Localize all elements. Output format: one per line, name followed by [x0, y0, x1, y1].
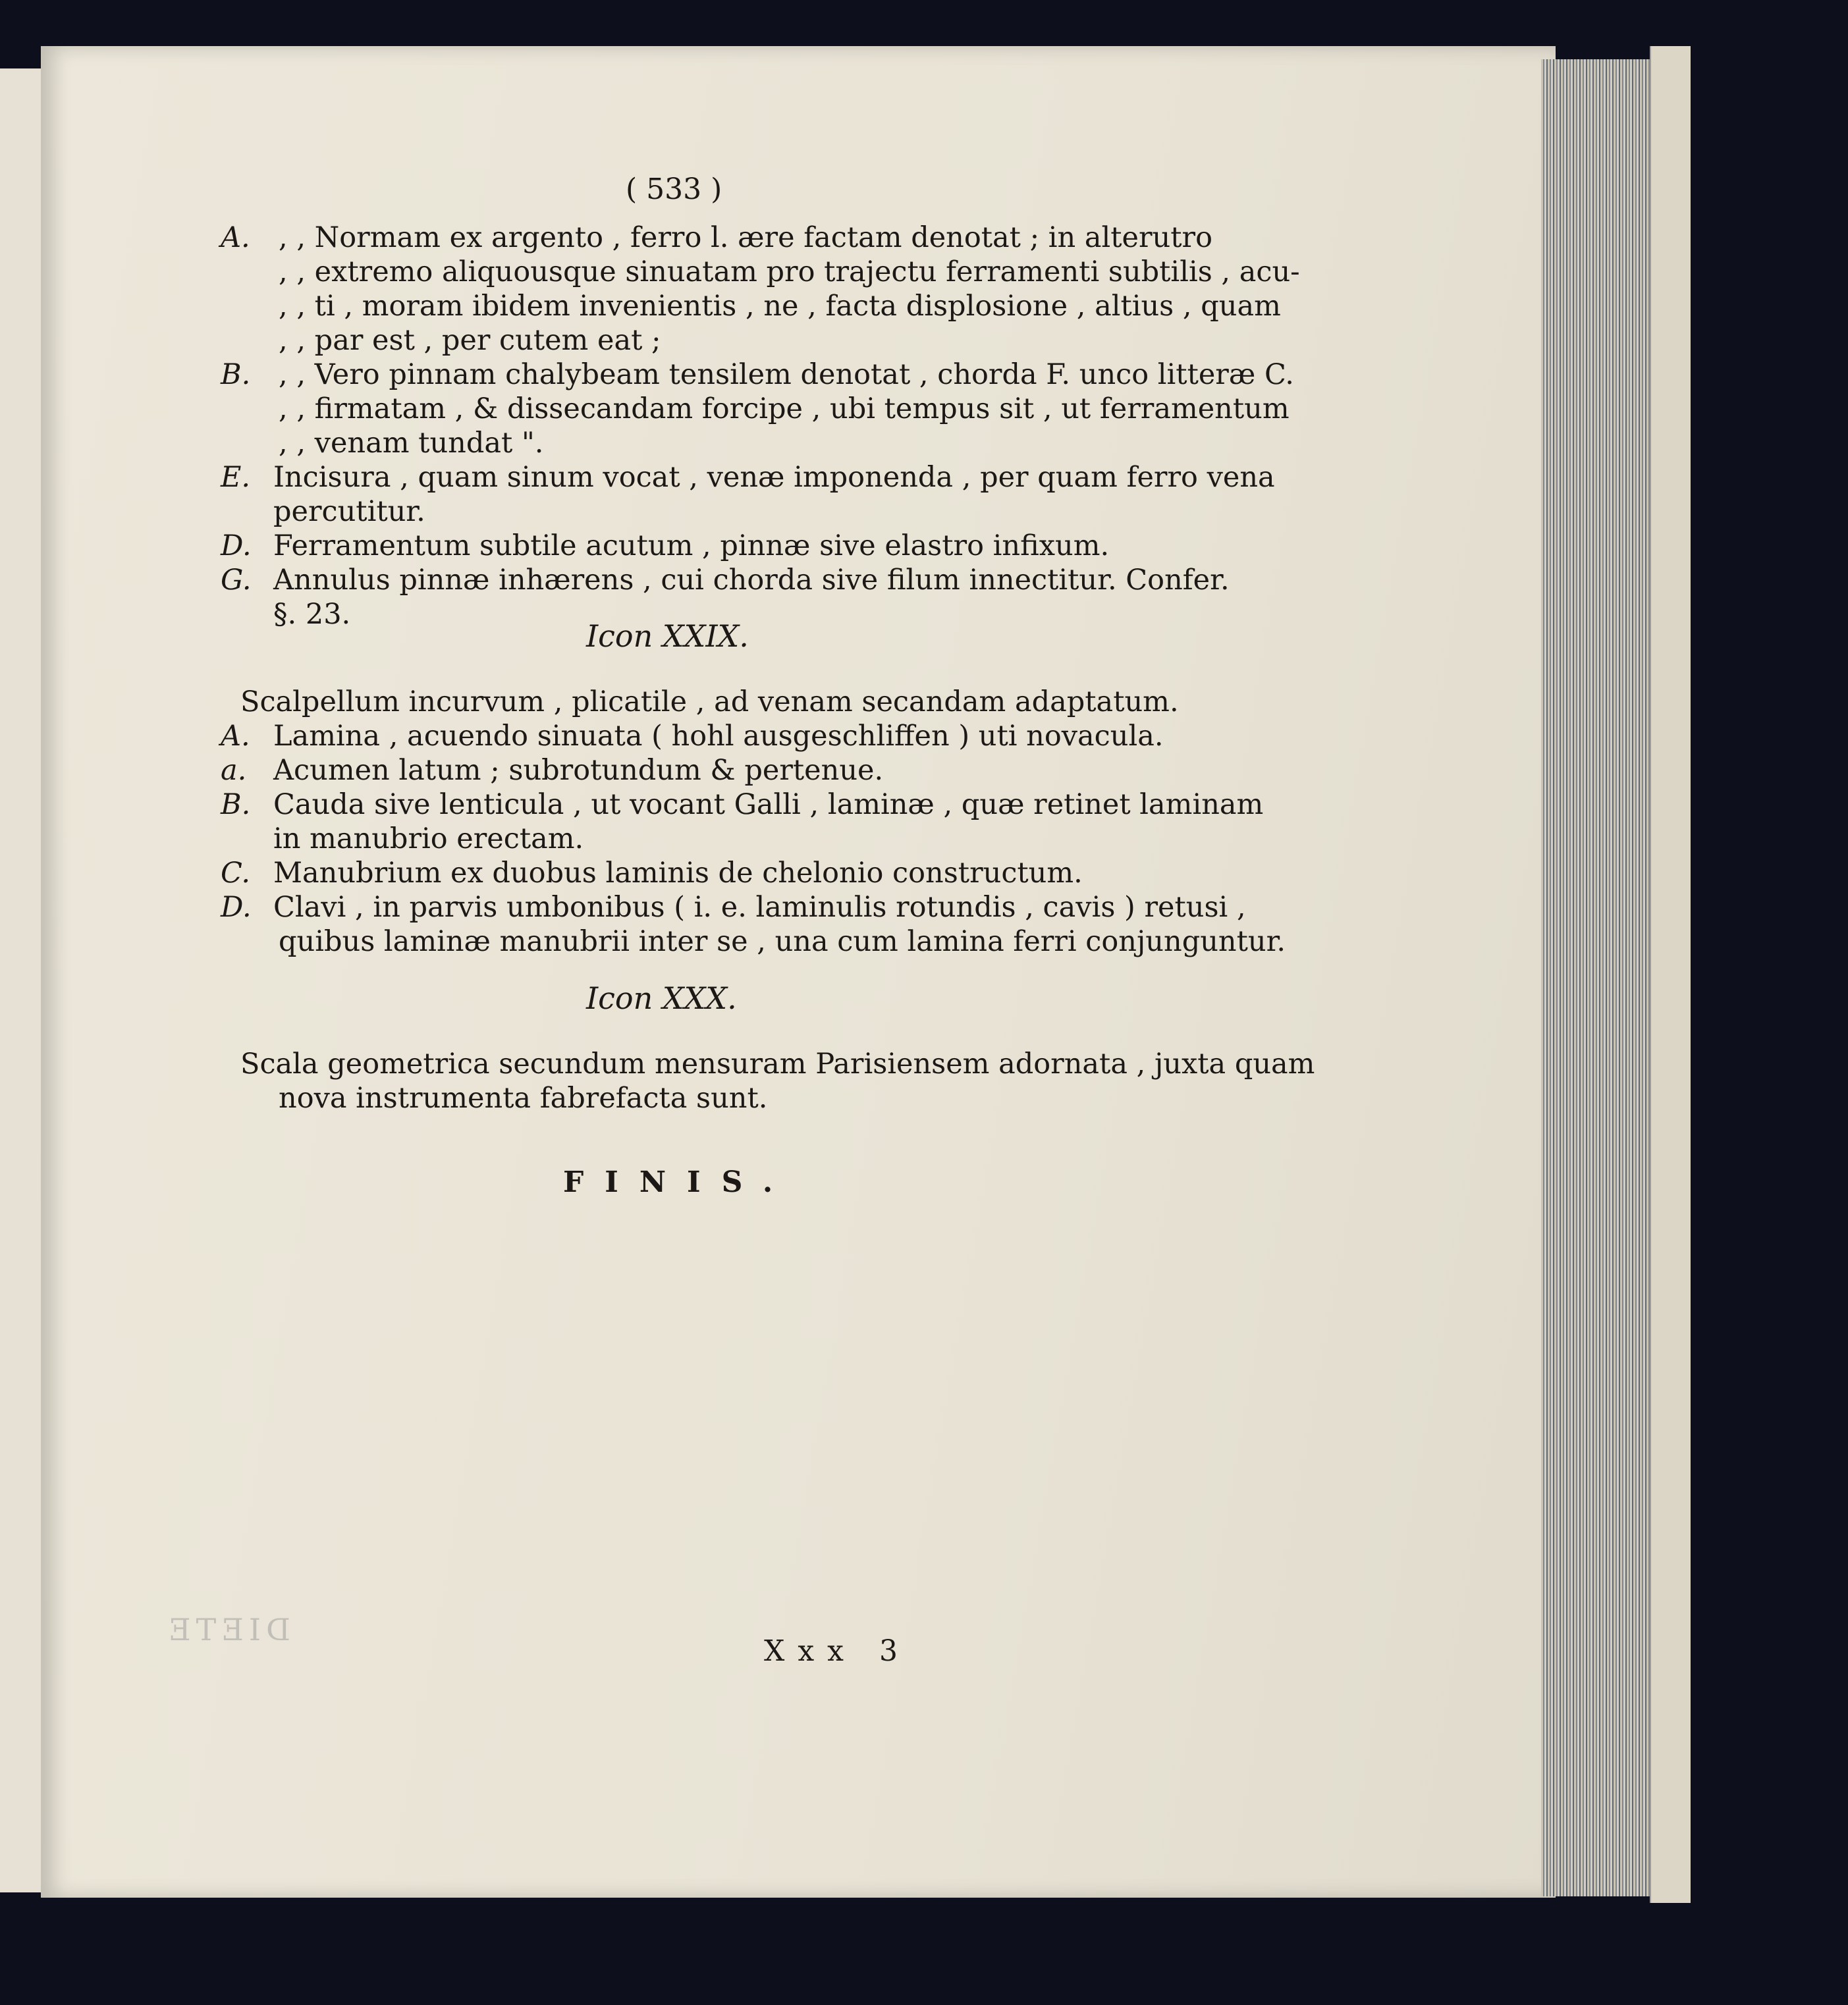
entry-line: §. 23. — [273, 598, 351, 631]
entry-a — [221, 753, 1169, 788]
entry-label: C. — [221, 857, 251, 890]
entry-B — [221, 358, 1294, 460]
entry-label: B. — [221, 358, 251, 391]
entry-label: a. — [221, 754, 247, 787]
entry-line: , , par est , per cutem eat ; — [279, 324, 661, 357]
entry-label: D. — [221, 529, 252, 562]
entry-line: , , Vero pinnam chalybeam tensilem denotat , chorda F. unco litteræ C. — [279, 358, 1294, 391]
entry-D — [221, 529, 1169, 563]
entry-label: G. — [221, 564, 252, 597]
section-heading-icon-xxix: Icon XXIX. — [586, 618, 749, 654]
entry-line: Incisura , quam sinum vocat , venæ imponenda , per quam ferro vena — [273, 461, 1275, 494]
paragraph-line: Scala geometrica secundum mensuram Parisiensem adornata , juxta quam — [240, 1048, 1315, 1081]
entry-line: Manubrium ex duobus laminis de chelonio constructum. — [273, 857, 1083, 890]
section-intro: Scalpellum incurvum , plicatile , ad venam secandam adaptatum. — [240, 685, 1179, 718]
entry-line: Lamina , acuendo sinuata ( hohl ausgeschliffen ) uti novacula. — [273, 720, 1164, 753]
entry-line: Annulus pinnæ inhærens , cui chorda sive filum innectitur. Confer. — [273, 564, 1230, 597]
entry-label: A. — [221, 221, 250, 254]
entry-line: Acumen latum ; subrotundum & pertenue. — [273, 754, 884, 787]
entry-A — [221, 719, 1169, 753]
legend-block-1 — [221, 221, 1300, 631]
entry-line: , , firmatam , & dissecandam forcipe , ubi tempus sit , ut ferramentum — [279, 392, 1290, 425]
entry-B — [221, 788, 1264, 856]
entry-label: A. — [221, 720, 250, 753]
section-heading-icon-xxx: Icon XXX. — [586, 980, 737, 1016]
entry-C — [221, 856, 1169, 890]
finis-heading: FINIS. — [563, 1165, 794, 1199]
paragraph-line: nova instrumenta fabrefacta sunt. — [279, 1082, 768, 1115]
entry-line: quibus laminæ manubrii inter se , una cum lamina ferri conjunguntur. — [279, 925, 1286, 958]
page-number: ( 533 ) — [626, 173, 722, 206]
entry-line: , , ti , moram ibidem invenientis , ne , facta displosione , altius , quam — [279, 290, 1281, 323]
entry-label: B. — [221, 788, 251, 821]
signature-mark: Xxx 3 — [764, 1634, 911, 1668]
entry-line: in manubrio erectam. — [273, 822, 584, 855]
entry-A — [221, 221, 1300, 358]
entry-label: D. — [221, 891, 252, 924]
entry-E — [221, 460, 1275, 529]
entry-line: Cauda sive lenticula , ut vocant Galli , laminæ , quæ retinet laminam — [273, 788, 1264, 821]
book-cover-edge — [1650, 46, 1691, 1903]
entry-line: , , extremo aliquousque sinuatam pro trajectu ferramenti subtilis , acu- — [279, 255, 1300, 288]
page-block-edges — [1541, 59, 1652, 1896]
entry-line: Clavi , in parvis umbonibus ( i. e. laminulis rotundis , cavis ) retusi , — [273, 891, 1246, 924]
entry-label: E. — [221, 461, 251, 494]
legend-block-2 — [221, 685, 1286, 959]
entry-D — [221, 890, 1286, 959]
library-stamp-mark: DIETE — [163, 1612, 290, 1647]
entry-line: percutitur. — [273, 495, 425, 528]
entry-line: , , Normam ex argento , ferro l. ære factam denotat ; in alterutro — [279, 221, 1212, 254]
entry-line: Ferramentum subtile acutum , pinnæ sive elastro infixum. — [273, 529, 1110, 562]
closing-paragraph — [221, 1047, 1315, 1115]
entry-line: , , venam tundat ". — [279, 427, 544, 460]
